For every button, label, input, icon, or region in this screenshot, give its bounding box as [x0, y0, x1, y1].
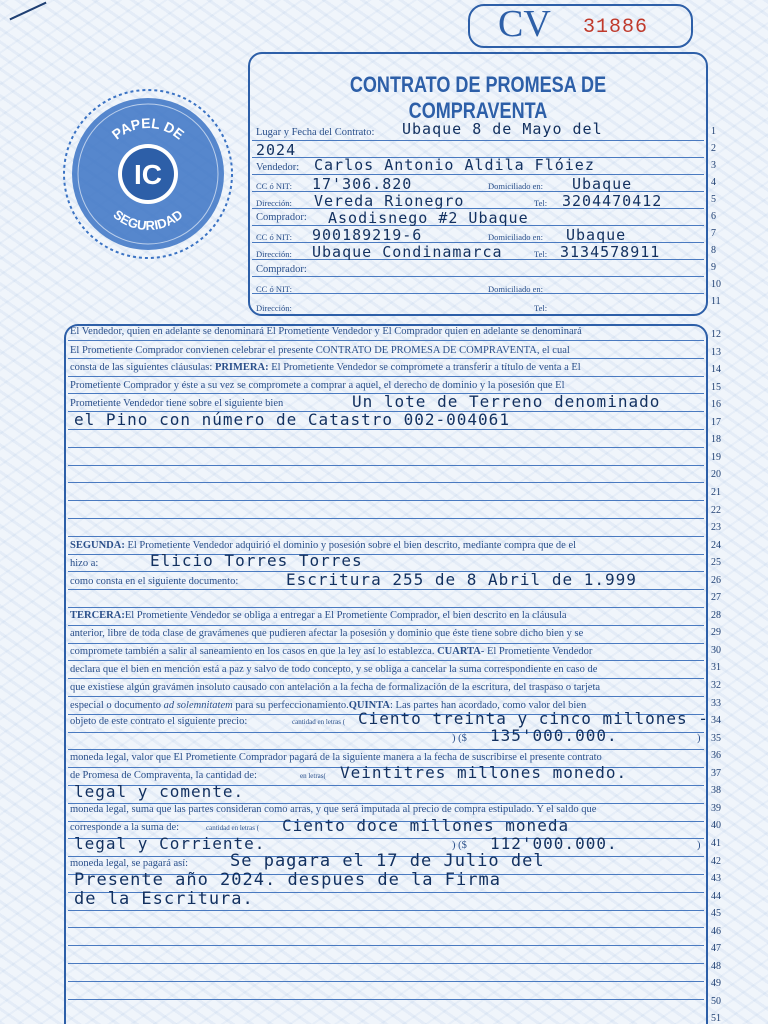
clause-tercera-line-1 [70, 610, 567, 621]
line-number: 35 [711, 732, 721, 744]
cc-label-2: CC ó NIT: [256, 232, 292, 242]
line-number: 29 [711, 627, 721, 639]
line-number: 18 [711, 434, 721, 446]
seal-top-text: PAPEL DE [108, 114, 188, 143]
line-number: 13 [711, 346, 721, 358]
line-number: 42 [711, 855, 721, 867]
tel-label-3: Tel: [534, 303, 548, 313]
cantidad-letras-label: cantidad en letras ( [292, 718, 346, 726]
primera-text: El Prometiente Vendedor se compromete a transferir a título de venta a El [268, 362, 581, 373]
line-number: 11 [711, 296, 721, 307]
clause-intro-line-2: El Prometiente Comprador convienen celebrar el presente CONTRATO DE PROMESA DE COMPRAVENTA, el cual [70, 345, 570, 356]
pago-value-3: de la Escritura. [74, 889, 254, 909]
precio-letras-value: Ciento treinta y cinco millones - [358, 709, 709, 728]
line-number: 33 [711, 697, 721, 709]
cc-value-2: 900189219-6 [312, 226, 423, 244]
line-number: 16 [711, 399, 721, 411]
line-number: 43 [711, 873, 721, 885]
domicilio-label-3: Domiciliado en: [488, 284, 544, 294]
ruled-line [68, 500, 704, 501]
ruled-line [68, 465, 704, 466]
line-number: 10 [711, 279, 721, 290]
serial-number: 31886 [583, 16, 649, 39]
saldo-value: Ciento doce millones moneda [282, 816, 570, 835]
line-number: 22 [711, 504, 721, 516]
segunda-heading: SEGUNDA: [70, 540, 125, 551]
ruled-line [68, 910, 704, 911]
precio-label: objeto de este contrato el siguiente precio: [70, 716, 248, 727]
clause-primera-line [70, 362, 581, 373]
saldo-num-prefix: ) ($ [452, 840, 467, 851]
ruled-line [68, 927, 704, 928]
tercera-text-2: compromete también a salir al saneamiento en los casos en que la ley así lo establezca. [70, 646, 438, 657]
cc-label-3: CC ó NIT: [256, 284, 292, 294]
line-number: 49 [711, 978, 721, 990]
cc-label-1: CC ó NIT: [256, 181, 292, 191]
tel-value-2: 3134578911 [560, 243, 661, 261]
saldo-value-2: legal y Corriente. [74, 834, 266, 853]
primera-heading: PRIMERA: [214, 362, 269, 373]
line-number: 38 [711, 785, 721, 797]
line-number: 40 [711, 820, 721, 832]
line-number: 27 [711, 592, 721, 604]
pago-value-1: Se pagara el 17 de Julio del [230, 851, 545, 871]
line-number: 48 [711, 960, 721, 972]
line-number: 17 [711, 416, 721, 428]
lugar-fecha-value-2: 2024 [256, 141, 297, 159]
line-number: 15 [711, 381, 721, 393]
ruled-line [68, 945, 704, 946]
line-number: 23 [711, 522, 721, 534]
domicilio-value-2: Ubaque [566, 226, 627, 244]
comprador-value: Asodisnego #2 Ubaque [328, 209, 529, 227]
ruled-line [68, 643, 704, 644]
line-number: 50 [711, 995, 721, 1007]
domicilio-label-1: Domiciliado en: [488, 181, 544, 191]
tercera-heading: TERCERA: [70, 610, 125, 621]
clause-cuarta-line-3: que existiese algún gravámen insoluto causado con antelación a la fecha de formalización de la escritura, del traspaso o tarjeta [70, 682, 601, 693]
precio-num-prefix: ) ($ [452, 733, 467, 744]
ruled-line [68, 447, 704, 448]
ruled-line [68, 589, 704, 590]
line-number: 44 [711, 890, 721, 902]
cantidad-letras-label-2: cantidad en letras ( [206, 824, 260, 832]
line-number: 47 [711, 943, 721, 955]
en-letras-label: en letras( [300, 772, 326, 780]
ruled-line [68, 999, 704, 1000]
line-number: 2 [711, 143, 716, 154]
line-number: 14 [711, 364, 721, 376]
line-number: 51 [711, 1013, 721, 1024]
line-number: 41 [711, 837, 721, 849]
segunda-text: El Prometiente Vendedor adquirió el dominio y posesión sobre el bien descrito, mediante compra que de el [124, 540, 577, 551]
cc-value-1: 17'306.820 [312, 175, 413, 193]
cuarta-heading: CUARTA [437, 646, 481, 657]
ruled-line [68, 607, 704, 608]
quinta-prefix-2: para su perfeccionamiento. [232, 700, 349, 711]
ruled-line [68, 749, 704, 750]
line-number: 25 [711, 557, 721, 569]
ruled-line [68, 429, 704, 430]
line-number: 5 [711, 194, 716, 205]
saldo-num-value: 112'000.000. [490, 834, 618, 853]
line-number: 32 [711, 680, 721, 691]
domicilio-label-2: Domiciliado en: [488, 232, 544, 242]
clause-tercera-line-3 [70, 646, 592, 657]
ruled-line [68, 660, 704, 661]
ruled-line [68, 376, 704, 377]
pago-line-2: de Promesa de Compraventa, la cantidad de: [70, 770, 257, 781]
arras-value: Veintitres millones monedo. [340, 763, 628, 782]
ruled-line [68, 696, 704, 697]
tercera-text: El Prometiente Vendedor se obliga a entregar a El Prometiente Comprador, el bien descrito en la cláusula [124, 610, 567, 621]
quinta-heading: QUINTA [348, 700, 390, 711]
line-number: 8 [711, 245, 716, 256]
line-number: 7 [711, 228, 716, 239]
contract-title: CONTRATO DE PROMESA DE COMPRAVENTA [349, 72, 607, 123]
pago-line-1: moneda legal, valor que El Prometiente Comprador pagará de la siguiente manera a la fecha de suscribirse el presente contrato [70, 752, 602, 763]
consta-label: como consta en el siguiente documento: [70, 576, 239, 587]
quinta-prefix: especial o documento [70, 700, 164, 711]
arras-line-1: moneda legal, suma que las partes consideran como arras, y que será imputada al precio de compra estipulado. Y el saldo que [70, 804, 597, 815]
line-number: 6 [711, 211, 716, 222]
security-seal-logo [62, 88, 234, 260]
consta-value: Escritura 255 de 8 Abril de 1.999 [286, 570, 637, 589]
line-number: 36 [711, 750, 721, 762]
clause-primera-line-2: Prometiente Comprador y éste a su vez se compromete a comprar a aquel, el derecho de dominio y la posesión que El [70, 380, 565, 391]
line-number: 28 [711, 609, 721, 621]
line-number: 19 [711, 451, 721, 463]
ruled-line [68, 482, 704, 483]
ad-solemnitatem: ad solemnitatem [163, 700, 233, 711]
line-number: 26 [711, 574, 721, 586]
ruled-line [68, 963, 704, 964]
hizo-value: Elicio Torres Torres [150, 551, 363, 570]
line-number: 24 [711, 539, 721, 551]
line-number: 20 [711, 469, 721, 481]
lugar-fecha-value: Ubaque 8 de Mayo del [402, 120, 603, 138]
cuarta-text: - El Prometiente Vendedor [480, 646, 593, 657]
cv-label: CV [498, 3, 551, 45]
line-number: 4 [711, 177, 716, 188]
ruled-line [68, 678, 704, 679]
vendedor-label: Vendedor: [256, 162, 300, 173]
comprador2-label: Comprador: [256, 264, 307, 275]
line-number: 12 [711, 329, 721, 340]
hizo-label: hizo a: [70, 558, 99, 569]
lugar-fecha-label: Lugar y Fecha del Contrato: [256, 127, 375, 138]
clause-segunda-line [70, 540, 576, 551]
line-number: 31 [711, 662, 721, 674]
line-number: 21 [711, 486, 721, 498]
ruled-line [68, 518, 704, 519]
domicilio-value-1: Ubaque [572, 175, 633, 193]
quinta-text: : Las partes han acordado, como valor del bien [389, 700, 587, 711]
ruled-line [68, 358, 704, 359]
precio-num-value: 135'000.000. [490, 726, 618, 745]
line-number: 9 [711, 262, 716, 273]
direccion-label-2: Dirección: [256, 249, 292, 259]
direccion-label-1: Dirección: [256, 198, 292, 208]
line-number: 30 [711, 644, 721, 656]
bien-description-2: el Pino con número de Catastro 002-004061 [74, 410, 510, 429]
saldo-label: corresponde a la suma de: [70, 822, 180, 833]
seal-bottom-text: SEGURIDAD [110, 206, 186, 234]
tel-label-1: Tel: [534, 198, 548, 208]
saldo-close: ) [697, 840, 701, 851]
pago-value-2: Presente año 2024. despues de la Firma [74, 870, 501, 890]
ruled-line [68, 981, 704, 982]
arras-value-2: legal y comente. [74, 782, 245, 801]
comprador-label: Comprador: [256, 212, 307, 223]
pen-mark [9, 2, 46, 21]
clause-cuarta-line-2: declara que el bien en mención está a paz y salvo de todo concepto, y se obliga a cancelar la suma correspondiente en caso de [70, 664, 598, 675]
tel-value-1: 3204470412 [562, 192, 663, 210]
pago-label: moneda legal, se pagará así: [70, 858, 189, 869]
line-number: 34 [711, 715, 721, 727]
line-number: 3 [711, 160, 716, 171]
ruled-line [68, 536, 704, 537]
direccion-value-1: Vereda Rionegro [314, 192, 465, 210]
ruled-line [68, 340, 704, 341]
direccion-value-2: Ubaque Condinamarca [312, 243, 503, 261]
precio-close: ) [697, 733, 701, 744]
clause-primera-line-3: Prometiente Vendedor tiene sobre el siguiente bien [70, 398, 284, 409]
line-number: 46 [711, 925, 721, 937]
ruled-line [68, 625, 704, 626]
bien-description-1: Un lote de Terreno denominado [352, 392, 661, 411]
primera-prefix: consta de las siguientes cláusulas: [70, 362, 215, 373]
clause-intro-line-1: El Vendedor, quien en adelante se denominará El Prometiente Vendedor y El Comprador quien en adelante se denominará [70, 326, 582, 337]
tel-label-2: Tel: [534, 249, 548, 259]
line-number: 45 [711, 908, 721, 920]
line-number: 37 [711, 767, 721, 779]
vendedor-value: Carlos Antonio Aldila Flóiez [314, 156, 595, 174]
direccion-label-3: Dirección: [256, 303, 292, 313]
line-number: 1 [711, 126, 716, 137]
clause-tercera-line-2: anterior, libre de toda clase de gravámenes que pudieren afectar la posesión y dominio que éste tiene sobre dicho bien y se [70, 628, 584, 639]
seal-center-text: IC [134, 159, 162, 190]
line-number: 39 [711, 802, 721, 814]
